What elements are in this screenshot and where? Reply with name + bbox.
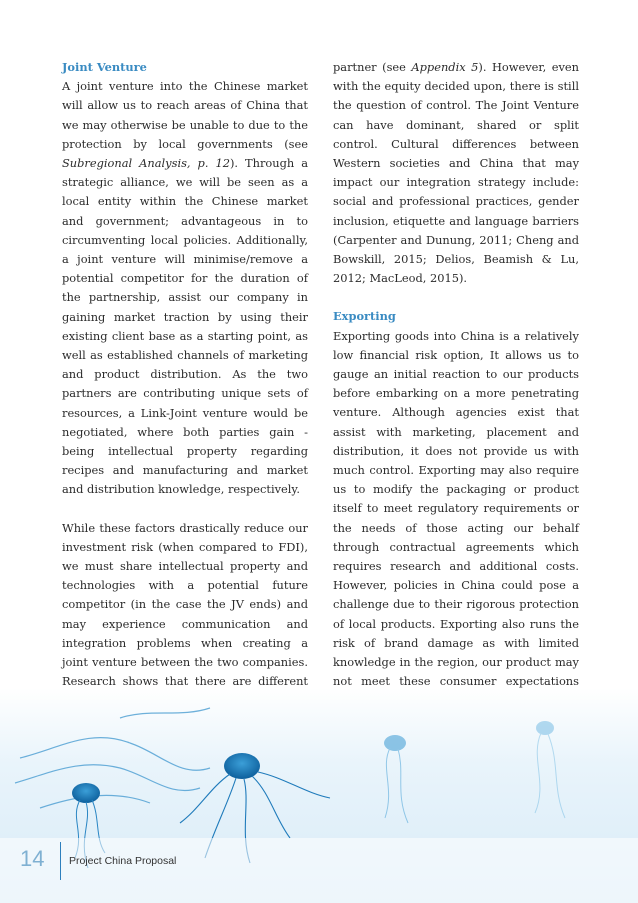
jellyfish-photo bbox=[0, 688, 638, 903]
cross-reference: Appendix 5 bbox=[411, 60, 479, 74]
right-column bbox=[333, 58, 579, 730]
page-number: 14 bbox=[20, 846, 45, 871]
joint-venture-paragraph-3 bbox=[333, 58, 579, 288]
paragraph-text: A joint venture into the Chinese market will allow us to reach areas of China that we may otherwise be unable to due to the protection by local governments (see bbox=[62, 79, 308, 151]
paragraph-text: ). Through a strategic alliance, we will be seen as a local entity within the Chinese market and government; advantageous in to circumventing local policies. Additionally, a joint venture will minimise/remove a potential competitor for the duration of the partnership, assist our company in gaining market traction by using their existing client base as a starting point, as well as established channels of marketing and product distribution. As the two partners are contributing unique sets of resources, a Link-Joint venture would be negotiated, where both parties gain - being intellectual property regarding recipes and manufacturing and market and distribution knowledge, respectively. bbox=[62, 156, 308, 497]
section-heading-joint-venture: Joint Venture bbox=[62, 60, 147, 74]
paragraph-text: partner (see bbox=[333, 60, 412, 74]
left-column bbox=[62, 58, 308, 768]
section-heading-exporting: Exporting bbox=[333, 309, 396, 324]
joint-venture-paragraph-1 bbox=[62, 77, 308, 499]
cross-reference: Subregional Analysis, p. 12 bbox=[62, 156, 230, 171]
joint-venture-paragraph-2: While these factors drastically reduce our investment risk (when compared to FDI), we must share intellectual property and technologies with a potential future competitor (in the case the JV ends) and may experience communication and integration problems when creating a joint venture between the two companies. Research shows that there are different bbox=[62, 520, 308, 689]
exporting-paragraph: Exporting goods into China is a relatively low financial risk option, It allows us to gauge an initial reaction to our products before embarking on a more penetrating venture. Although agencies exist that assist with marketing, placement and distribution, it does not provide us with much control. Exporting may also require us to modify the packaging or product itself to meet regulatory requirements or the needs of those acting our behalf through contractual agreements which requires research and additional costs. However, policies in China could pose a challenge due to their rigorous protection of local products. Exporting also runs the risk of brand damage as with limited knowledge in the region, our product may not meet these consumer expectations bbox=[333, 328, 579, 689]
paragraph-text: ). However, even with the equity decided upon, there is still the question of control. The Joint Venture can have dominant, shared or split control. Cultural differences between Western societies and China that may impact our integration strategy include: social and professional practices, gender inclusion, etiquette and language barriers (Carpenter and Dunung, 2011; Cheng and Bowskill, 2015; Delios, Beamish & Lu, 2012; MacLeod, 2015). bbox=[333, 60, 579, 286]
footer-document-title: Project China Proposal bbox=[69, 855, 177, 867]
footer-divider bbox=[60, 842, 61, 880]
